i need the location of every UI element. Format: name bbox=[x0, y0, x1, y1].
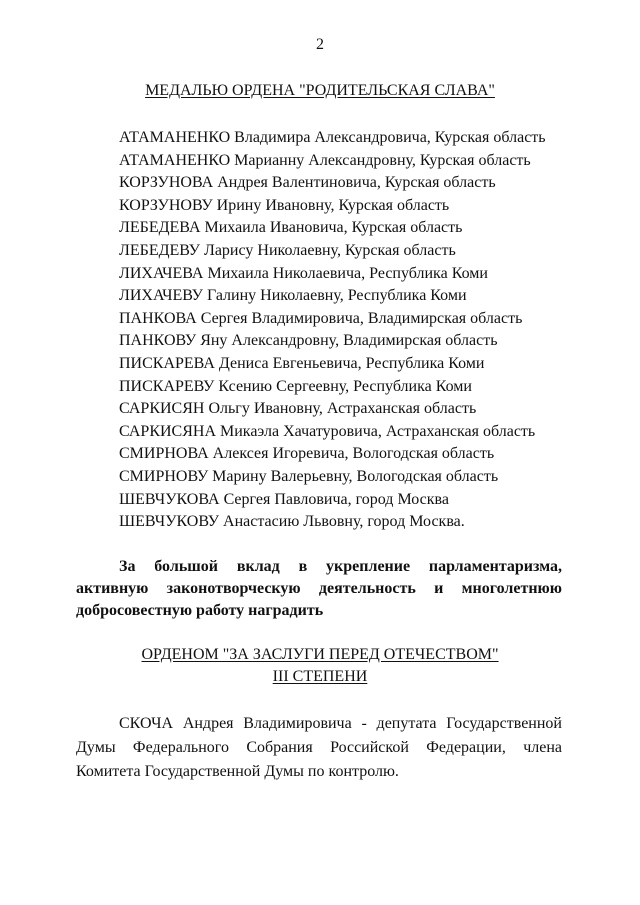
list-item: СМИРНОВУ Марину Валерьевну, Вологодская область bbox=[119, 467, 499, 485]
award-heading-parental-glory-medal: МЕДАЛЬЮ ОРДЕНА "РОДИТЕЛЬСКАЯ СЛАВА" bbox=[145, 82, 495, 99]
recipient-line: СКОЧА Андрея Владимировича - депутата Государственной bbox=[119, 715, 562, 732]
list-item: ЛЕБЕДЕВУ Ларису Николаевну, Курская область bbox=[119, 241, 456, 259]
recipient-line: Комитета Государственной Думы по контролю. bbox=[76, 763, 399, 780]
list-item: ЛЕБЕДЕВА Михаила Ивановича, Курская область bbox=[119, 219, 463, 237]
decree-line: активную законотворческую деятельность и многолетнюю bbox=[76, 580, 562, 597]
list-item: САРКИСЯНА Микаэла Хачатуровича, Астраханская область bbox=[119, 422, 536, 440]
list-item: ШЕВЧУКОВУ Анастасию Львовну, город Москва. bbox=[119, 513, 465, 531]
recipient-line: Думы Федерального Собрания Российской Федерации, члена bbox=[76, 739, 562, 756]
list-item: СМИРНОВА Алексея Игоревича, Вологодская область bbox=[119, 445, 495, 463]
decree-line: добросовестную работу наградить bbox=[76, 602, 324, 619]
list-item: АТАМАНЕНКО Марианну Александровну, Курская область bbox=[119, 151, 531, 169]
recipient-list bbox=[119, 127, 546, 534]
list-item: ЛИХАЧЕВУ Галину Николаевну, Республика Коми bbox=[119, 287, 467, 305]
list-item: АТАМАНЕНКО Владимира Александровича, Курская область bbox=[119, 129, 546, 146]
decree-line: За большой вклад в укрепление парламентаризма, bbox=[119, 558, 562, 575]
list-item: ПИСКАРЕВУ Ксению Сергеевну, Республика Коми bbox=[119, 377, 472, 395]
list-item: КОРЗУНОВА Андрея Валентиновича, Курская область bbox=[119, 174, 496, 192]
list-item: ПАНКОВА Сергея Владимировича, Владимирская область bbox=[119, 309, 523, 327]
list-item: КОРЗУНОВУ Ирину Ивановну, Курская область bbox=[119, 196, 450, 214]
decree-paragraph bbox=[76, 556, 562, 622]
award-heading-order-of-merit: ОРДЕНОМ "ЗА ЗАСЛУГИ ПЕРЕД ОТЕЧЕСТВОМ" bbox=[141, 646, 499, 663]
recipient-paragraph bbox=[76, 712, 562, 784]
list-item: ПИСКАРЕВА Дениса Евгеньевича, Республика Коми bbox=[119, 354, 485, 372]
award-heading-order-degree: III СТЕПЕНИ bbox=[272, 668, 368, 685]
list-item: САРКИСЯН Ольгу Ивановну, Астраханская область bbox=[119, 400, 477, 418]
list-item: ШЕВЧУКОВА Сергея Павловича, город Москва bbox=[119, 490, 449, 508]
list-item: ЛИХАЧЕВА Михаила Николаевича, Республика Коми bbox=[119, 264, 488, 282]
list-item: ПАНКОВУ Яну Александровну, Владимирская область bbox=[119, 332, 498, 350]
page-number: 2 bbox=[316, 36, 324, 53]
